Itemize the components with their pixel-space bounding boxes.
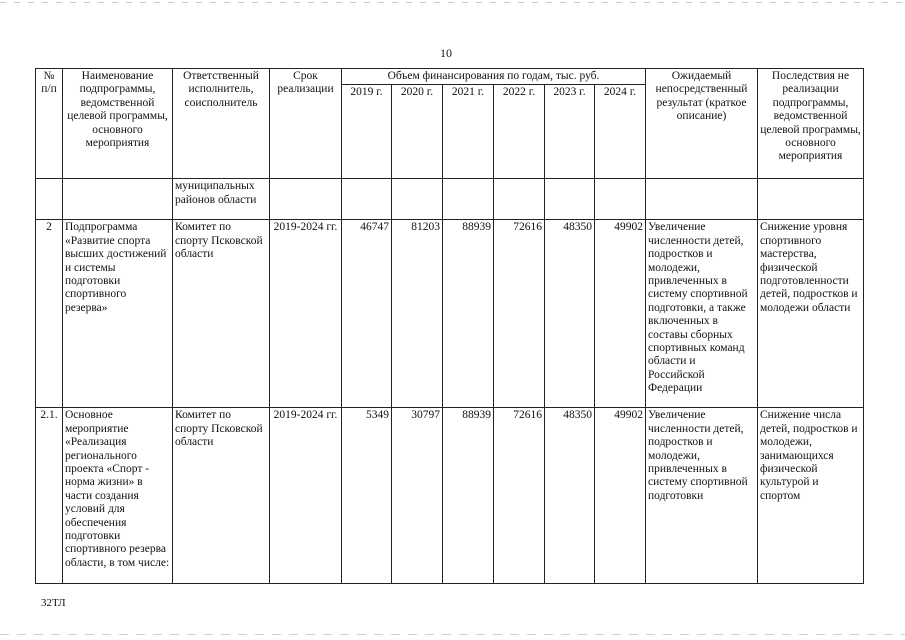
header-term: Срок реализации (270, 69, 342, 179)
header-name: Наименование подпрограммы, ведомственной целевой программы, основного мероприятия (63, 69, 173, 179)
cell-value: 48350 (545, 220, 595, 408)
header-year: 2021 г. (443, 85, 494, 179)
cell-value: 49902 (595, 220, 646, 408)
cell-consequence (758, 179, 864, 220)
cell-value (545, 179, 595, 220)
cell-result: Увеличение численности детей, подростков и молодежи, привлеченных в систему спортивной подготовки (646, 408, 758, 584)
cell-value (443, 179, 494, 220)
header-year: 2019 г. (342, 85, 392, 179)
cell-term: 2019-2024 гг. (270, 220, 342, 408)
cell-value: 88939 (443, 408, 494, 584)
scan-artifact-bottom (0, 634, 905, 635)
cell-name: Основное мероприятие «Реализация регионального проекта «Спорт - норма жизни» в части создания условий для обеспечения подготовки спортивного резерва области, в том числе: (63, 408, 173, 584)
cell-value: 48350 (545, 408, 595, 584)
cell-value: 30797 (392, 408, 443, 584)
cell-value (595, 179, 646, 220)
header-responsible: Ответственный исполнитель, соисполнитель (173, 69, 270, 179)
table-row (36, 220, 864, 408)
cell-num: 2.1. (36, 408, 63, 584)
cell-value: 72616 (494, 408, 545, 584)
cell-value: 46747 (342, 220, 392, 408)
header-num: № п/п (36, 69, 63, 179)
cell-num: 2 (36, 220, 63, 408)
cell-value: 5349 (342, 408, 392, 584)
program-table (35, 68, 864, 584)
scan-artifact-top (0, 2, 905, 3)
header-funding: Объем финансирования по годам, тыс. руб. (342, 69, 646, 85)
document-code: 32ТЛ (41, 597, 66, 609)
cell-responsible: муниципальных районов области (173, 179, 270, 220)
cell-value: 49902 (595, 408, 646, 584)
header-year: 2022 г. (494, 85, 545, 179)
table-row-continuation (36, 179, 864, 220)
cell-responsible: Комитет по спорту Псковской области (173, 408, 270, 584)
cell-result (646, 179, 758, 220)
cell-consequence: Снижение числа детей, подростков и молодежи, занимающихся физической культурой и спортом (758, 408, 864, 584)
cell-responsible: Комитет по спорту Псковской области (173, 220, 270, 408)
cell-consequence: Снижение уровня спортивного мастерства, физической подготовленности детей, подростков и молодежи области (758, 220, 864, 408)
cell-num (36, 179, 63, 220)
header-year: 2020 г. (392, 85, 443, 179)
header-year: 2024 г. (595, 85, 646, 179)
cell-result: Увеличение численности детей, подростков и молодежи, привлеченных в систему спортивной подготовки, а также включенных в составы сборных спортивных команд области и Российской Федерации (646, 220, 758, 408)
cell-value: 88939 (443, 220, 494, 408)
header-expected-result: Ожидаемый непосредственный результат (краткое описание) (646, 69, 758, 179)
cell-value (342, 179, 392, 220)
cell-name (63, 179, 173, 220)
header-consequence: Последствия не реализации подпрограммы, ведомственной целевой программы, основного мероприятия (758, 69, 864, 179)
header-year: 2023 г. (545, 85, 595, 179)
table-row (36, 408, 864, 584)
cell-value (494, 179, 545, 220)
cell-value (392, 179, 443, 220)
cell-term (270, 179, 342, 220)
cell-term: 2019-2024 гг. (270, 408, 342, 584)
cell-value: 72616 (494, 220, 545, 408)
page-number: 10 (440, 46, 452, 60)
cell-value: 81203 (392, 220, 443, 408)
cell-name: Подпрограмма «Развитие спорта высших достижений и системы подготовки спортивного резерва» (63, 220, 173, 408)
